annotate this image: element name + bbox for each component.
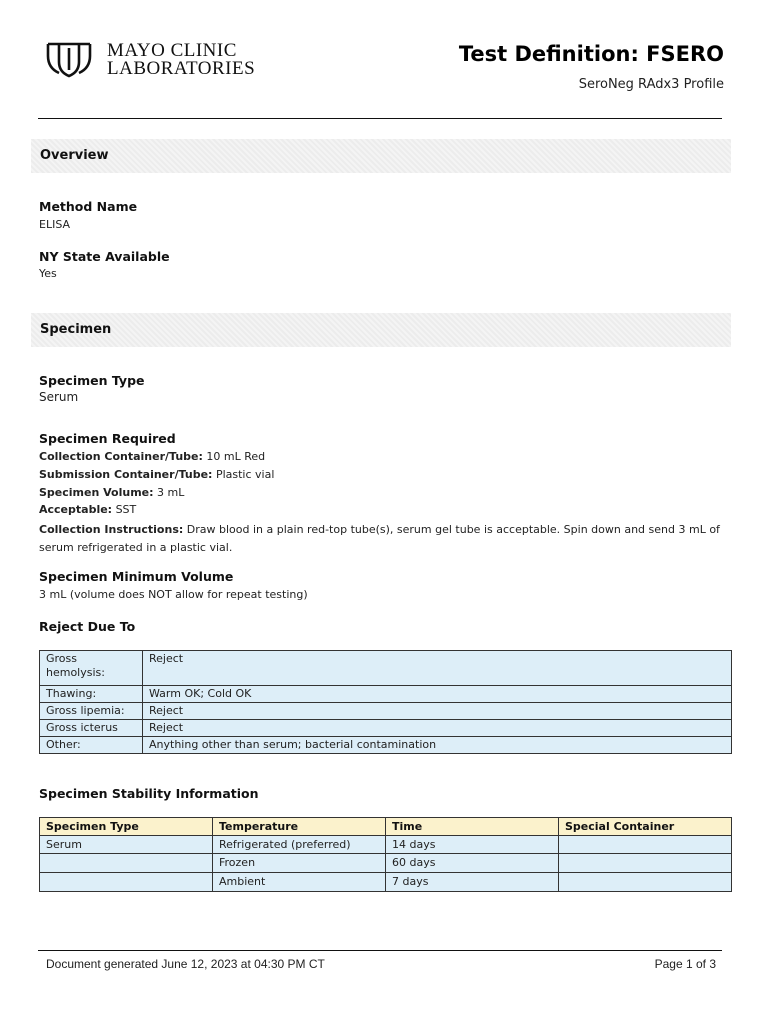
acceptable-row	[39, 503, 739, 517]
specimen-section-bar	[31, 313, 731, 347]
minimum-volume-label: Specimen Minimum Volume	[39, 569, 234, 584]
reject-criterion: Thawing:	[40, 686, 143, 703]
reject-criterion: Gross lipemia:	[40, 703, 143, 720]
specimen-type-cell: Serum	[40, 836, 213, 854]
logo-wordmark	[107, 42, 255, 78]
submission-container-row	[39, 468, 739, 482]
overview-heading: Overview	[40, 148, 109, 163]
reject-action: Reject	[143, 703, 732, 720]
collection-instructions-key: Collection Instructions:	[39, 523, 184, 536]
generated-date: Document generated June 12, 2023 at 04:30 PM CT	[46, 957, 325, 971]
collection-instructions-row	[39, 521, 729, 557]
table-row	[40, 737, 732, 754]
temperature-cell: Refrigerated (preferred)	[213, 836, 386, 854]
column-header: Special Container	[559, 818, 732, 836]
special-container-cell	[559, 836, 732, 854]
collection-container-value: 10 mL Red	[202, 450, 266, 463]
mayo-clinic-logo	[45, 40, 255, 78]
special-container-cell	[559, 854, 732, 873]
table-row	[40, 651, 732, 686]
specimen-volume-key: Specimen Volume:	[39, 486, 154, 499]
header-divider	[38, 118, 722, 119]
specimen-type-value: Serum	[39, 390, 79, 404]
table-row	[40, 854, 732, 873]
stability-table	[39, 817, 732, 892]
table-row	[40, 836, 732, 854]
ny-state-label: NY State Available	[39, 249, 170, 264]
table-row	[40, 873, 732, 892]
document-subtitle: SeroNeg RAdx3 Profile	[578, 77, 724, 92]
submission-container-key: Submission Container/Tube:	[39, 468, 213, 481]
overview-section-bar	[31, 139, 731, 173]
table-row	[40, 703, 732, 720]
reject-criterion: Other:	[40, 737, 143, 754]
specimen-heading: Specimen	[40, 322, 112, 337]
reject-due-to-heading: Reject Due To	[39, 619, 136, 634]
specimen-type-cell	[40, 854, 213, 873]
temperature-cell: Ambient	[213, 873, 386, 892]
acceptable-key: Acceptable:	[39, 503, 113, 516]
specimen-type-label: Specimen Type	[39, 373, 145, 388]
temperature-cell: Frozen	[213, 854, 386, 873]
column-header: Specimen Type	[40, 818, 213, 836]
special-container-cell	[559, 873, 732, 892]
method-name-value: ELISA	[39, 218, 71, 231]
submission-container-value: Plastic vial	[212, 468, 275, 481]
specimen-type-cell	[40, 873, 213, 892]
stability-heading: Specimen Stability Information	[39, 786, 259, 801]
page-number: Page 1 of 3	[654, 957, 716, 971]
time-cell: 14 days	[386, 836, 559, 854]
minimum-volume-value: 3 mL (volume does NOT allow for repeat testing)	[39, 588, 308, 601]
collection-instructions-value: Draw blood in a plain red-top tube(s), serum gel tube is acceptable. Spin down and send 3 mL of serum refrigerated in a plastic vial.	[39, 523, 720, 554]
logo-line1: MAYO CLINIC	[107, 40, 237, 61]
mayo-shield-icon	[45, 40, 93, 78]
reject-action: Reject	[143, 651, 732, 686]
reject-action: Warm OK; Cold OK	[143, 686, 732, 703]
table-header-row	[40, 818, 732, 836]
reject-criterion: Gross hemolysis:	[40, 651, 143, 686]
collection-container-row	[39, 450, 739, 464]
time-cell: 7 days	[386, 873, 559, 892]
method-name-label: Method Name	[39, 199, 138, 214]
footer-divider	[38, 950, 722, 951]
reject-action: Reject	[143, 720, 732, 737]
document-title: Test Definition: FSERO	[458, 42, 724, 66]
ny-state-value: Yes	[39, 267, 57, 280]
table-row	[40, 720, 732, 737]
specimen-volume-value: 3 mL	[153, 486, 185, 499]
column-header: Time	[386, 818, 559, 836]
reject-table	[39, 650, 732, 754]
acceptable-value: SST	[112, 503, 137, 516]
reject-action: Anything other than serum; bacterial contamination	[143, 737, 732, 754]
specimen-volume-row	[39, 486, 739, 500]
logo-line2: LABORATORIES	[107, 58, 256, 79]
collection-container-key: Collection Container/Tube:	[39, 450, 203, 463]
column-header: Temperature	[213, 818, 386, 836]
table-row	[40, 686, 732, 703]
reject-criterion: Gross icterus	[40, 720, 143, 737]
time-cell: 60 days	[386, 854, 559, 873]
specimen-required-label: Specimen Required	[39, 431, 176, 446]
